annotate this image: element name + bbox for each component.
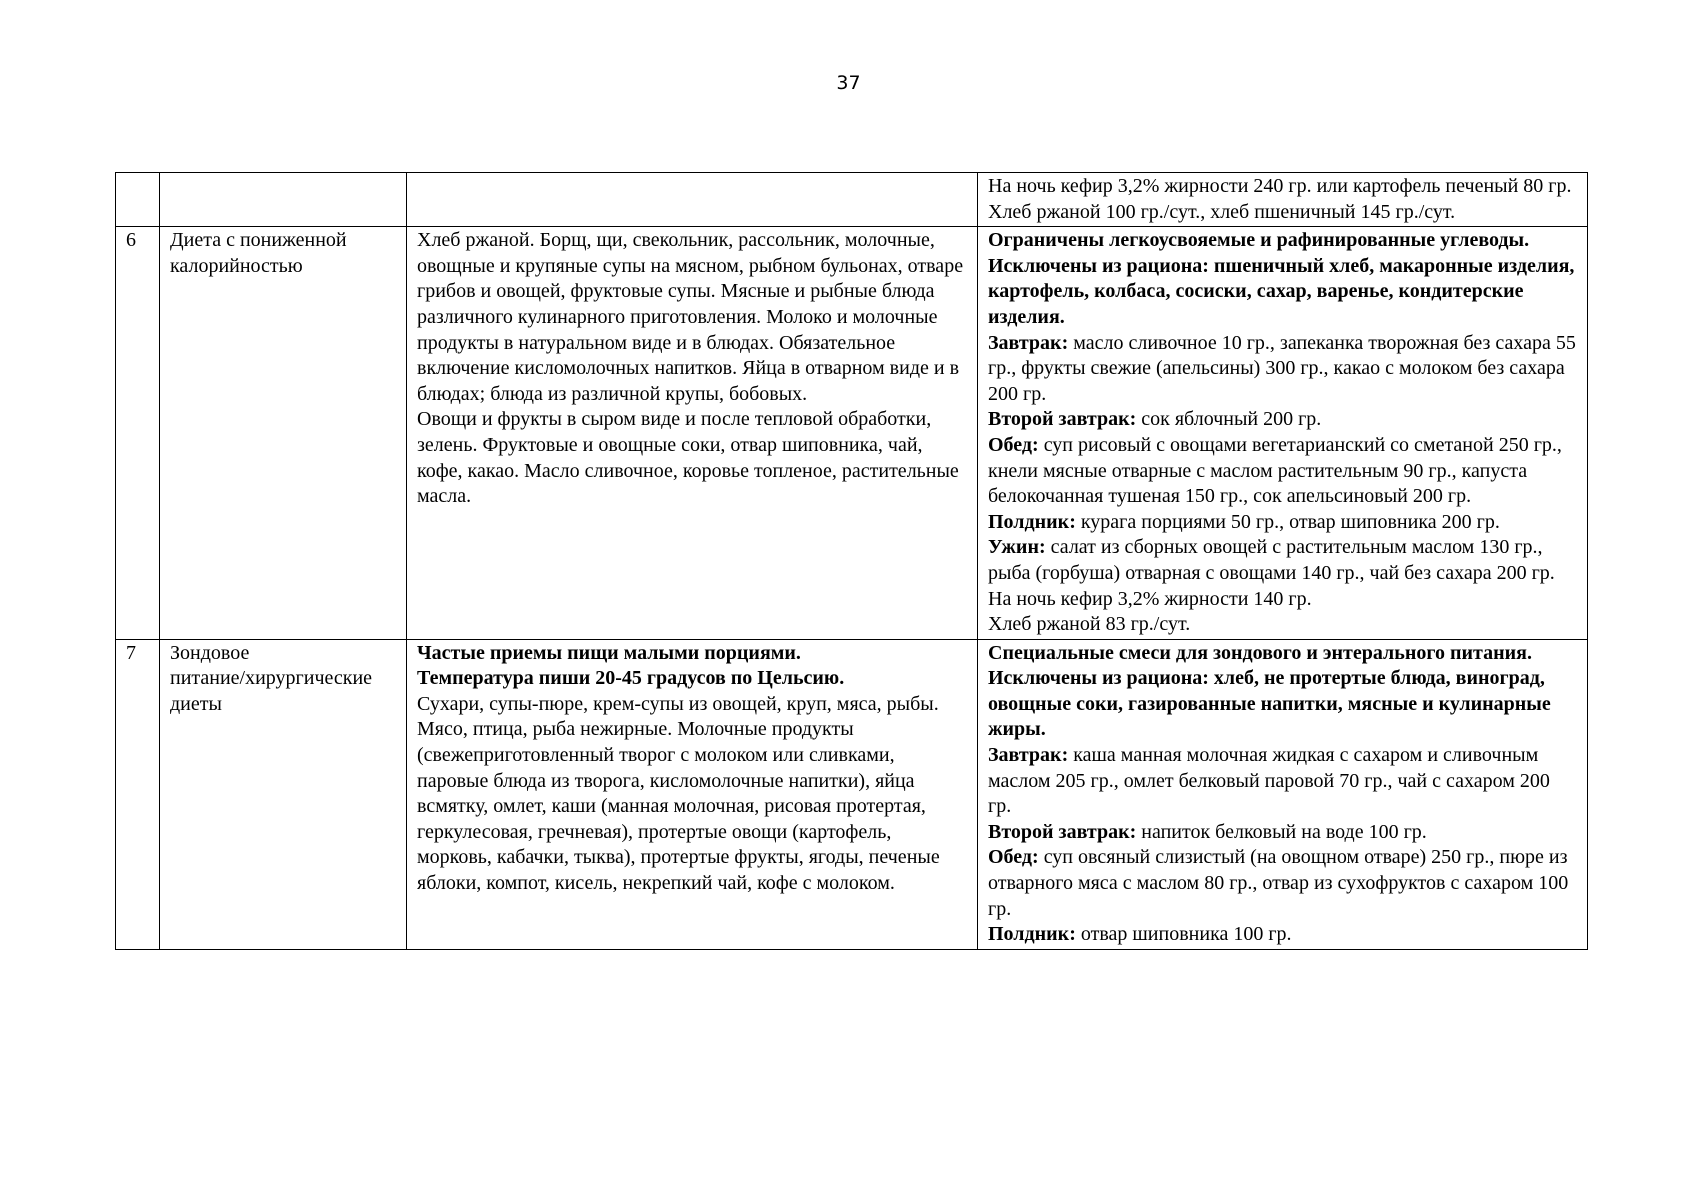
foods-text-paragraph: Сухари, супы-пюре, крем-супы из овощей, круп, мяса, рыбы. Мясо, птица, рыба нежирные. Молочные продукты (свежеприготовленный творог с молоком или сливками, паровые блюда из творога, кисломолочные напитки), яйца всмятку, омлет, каши (манная молочная, рисовая протертая, геркулесовая, гречневая), протертые овощи (картофель, морковь, кабачки, тыква), протертые фрукты, ягоды, печеные яблоки, компот, кисель, некрепкий чай, кофе с молоком. — [417, 692, 940, 895]
meal-label: Полдник: — [988, 510, 1076, 533]
diet-name-line: питание/хирургические — [170, 667, 373, 690]
diet-name-line: Зондовое — [170, 641, 250, 664]
diet-number-cell: 6 — [116, 227, 160, 640]
meal-text: Хлеб ржаной 100 гр./сут., хлеб пшеничный 145 гр./сут. — [988, 200, 1456, 223]
allowed-foods-cell — [407, 173, 978, 227]
foods-bold-line: Температура пиши 20-45 градусов по Цельсию. — [417, 667, 845, 690]
menu-line — [988, 845, 1578, 922]
menu-line — [988, 743, 1578, 820]
diet-table — [115, 172, 1588, 950]
menu-bold-line: Исключены из рациона: хлеб, не протертые блюда, виноград, овощные соки, газированные напитки, мясные и кулинарные жиры. — [988, 667, 1551, 741]
foods-bold-line: Частые приемы пищи малыми порциями. — [417, 641, 801, 664]
allowed-foods-cell — [407, 227, 978, 640]
menu-bold-line: Ограничены легкоусвояемые и рафинированные углеводы. — [988, 229, 1530, 252]
meal-text: Хлеб ржаной 83 гр./сут. — [988, 613, 1191, 636]
meal-text: суп рисовый с овощами вегетарианский со сметаной 250 гр., кнели мясные отварные с маслом растительным 90 гр., капуста белокочанная тушеная 150 гр., сок апельсиновый 200 гр. — [988, 433, 1562, 508]
meal-text: салат из сборных овощей с растительным маслом 130 гр., рыба (горбуша) отварная с овощами 140 гр., чай без сахара 200 гр. — [988, 536, 1555, 584]
meal-text: масло сливочное 10 гр., запеканка творожная без сахара 55 гр., фрукты свежие (апельсины) 300 гр., какао с молоком без сахара 200 гр. — [988, 331, 1576, 405]
diet-name-cell — [160, 227, 407, 640]
meal-text: напиток белковый на воде 100 гр. — [1136, 820, 1427, 843]
foods-text-paragraph: Хлеб ржаной. Борщ, щи, свекольник, рассольник, молочные, овощные и крупяные супы на мясном, рыбном бульонах, отваре грибов и овощей, фруктовые супы. Мясные и рыбные блюда различного кулинарного приготовления. Молоко и молочные продукты в натуральном виде и в блюдах. Обязательное включение кисломолочных напитков. Яйца в отварном виде и в блюдах; блюда из различной крупы, бобовых. — [417, 229, 964, 405]
menu-line — [988, 407, 1578, 433]
sample-menu-cell — [978, 639, 1588, 949]
diet-name-cell — [160, 639, 407, 949]
menu-line — [988, 922, 1578, 948]
menu-line — [988, 535, 1578, 586]
allowed-foods-cell — [407, 639, 978, 949]
meal-label: Обед: — [988, 846, 1039, 869]
meal-text: курага порциями 50 гр., отвар шиповника 200 гр. — [1075, 510, 1500, 533]
diet-name-cell — [160, 173, 407, 227]
diet-name-line: Диета с пониженной калорийностью — [170, 229, 347, 277]
menu-line — [988, 331, 1578, 408]
meal-label: Полдник: — [988, 923, 1076, 946]
page-number: 37 — [836, 72, 861, 94]
sample-menu-cell — [978, 173, 1588, 227]
meal-text: На ночь кефир 3,2% жирности 140 гр. — [988, 587, 1312, 610]
meal-text: суп овсяный слизистый (на овощном отваре) 250 гр., пюре из отварного мяса с маслом 80 гр., отвар из сухофруктов с сахаром 100 гр. — [988, 846, 1569, 920]
diet-name-line: диеты — [170, 692, 222, 715]
table-row — [116, 227, 1588, 640]
menu-line — [988, 200, 1578, 226]
menu-line — [988, 433, 1578, 510]
menu-line — [988, 820, 1578, 846]
menu-bold-line: Специальные смеси для зондового и энтерального питания. — [988, 641, 1532, 664]
menu-line — [988, 587, 1578, 613]
meal-text: На ночь кефир 3,2% жирности 240 гр. или картофель печеный 80 гр. — [988, 175, 1572, 197]
diet-number-cell — [116, 173, 160, 227]
table-row — [116, 639, 1588, 949]
meal-text: отвар шиповника 100 гр. — [1075, 923, 1292, 946]
meal-label: Завтрак: — [988, 744, 1069, 767]
menu-bold-line: Исключены из рациона: пшеничный хлеб, макаронные изделия, картофель, колбаса, сосиски, сахар, варенье, кондитерские изделия. — [988, 254, 1575, 328]
meal-label: Завтрак: — [988, 331, 1069, 354]
table-row — [116, 173, 1588, 227]
meal-text: сок яблочный 200 гр. — [1136, 408, 1322, 431]
meal-label: Второй завтрак: — [988, 820, 1137, 843]
diet-number-cell: 7 — [116, 639, 160, 949]
sample-menu-cell — [978, 227, 1588, 640]
menu-line — [988, 174, 1578, 200]
meal-label: Второй завтрак: — [988, 408, 1137, 431]
meal-label: Обед: — [988, 433, 1039, 456]
meal-text: каша манная молочная жидкая с сахаром и сливочным маслом 205 гр., омлет белковый паровой 70 гр., чай с сахаром 200 гр. — [988, 744, 1550, 818]
meal-label: Ужин: — [988, 536, 1046, 559]
menu-line — [988, 510, 1578, 536]
foods-text-paragraph: Овощи и фрукты в сыром виде и после тепловой обработки, зелень. Фруктовые и овощные соки, отвар шиповника, чай, кофе, какао. Масло сливочное, коровье топленое, растительные масла. — [417, 408, 959, 508]
menu-line — [988, 612, 1578, 638]
table-body — [116, 173, 1588, 950]
